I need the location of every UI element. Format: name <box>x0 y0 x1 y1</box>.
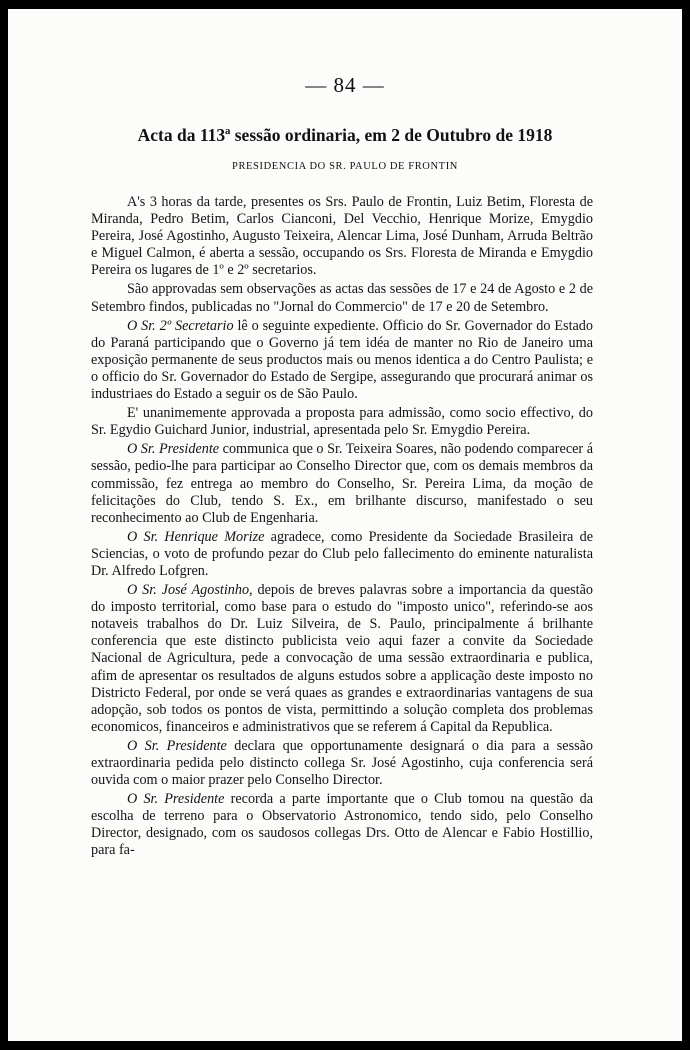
paragraph-text: declara que opportunamente designará o dia para a sessão extraordinaria pedida pelo distincto collega Sr. José Agostinho, cuja conferencia será ouvida com o maior prazer pelo Conselho Director. <box>91 737 593 789</box>
page-number: — 84 — <box>305 73 385 97</box>
paragraph-text: lê o seguinte expediente. Officio do Sr. Governador do Estado do Paraná participando que o Governo já tem idéa de manter no Rio de Janeiro uma exposição permanente de seus productos mais ou menos identica a do Centro Paulista; e o officio do Sr. Governador do Estado de Sergipe, assegurando que procurará animar os industriaes do Estado a seguir os de São Paulo. <box>91 317 593 403</box>
paragraph-text: São approvadas sem observações as actas das sessões de 17 e 24 de Agosto e 2 de Setembro findos, publicadas no "Jornal do Commercio" de 17 e 20 de Setembro. <box>91 281 593 315</box>
paragraph <box>91 582 593 736</box>
paragraph <box>91 529 593 580</box>
paragraph-text: E' unanimemente approvada a proposta para admissão, como socio effectivo, do Sr. Egydio Guichard Junior, industrial, apresentada pelo Sr. Emygdio Pereira. <box>91 405 593 439</box>
paragraph-text: recorda a parte importante que o Club tomou na questão da escolha de terreno para o Observatorio Astronomico, tendo sido, pelo Conselho Director, designado, com os saudosos collegas Drs. Otto de Alencar e Fabio Hostillio, para fa- <box>91 791 593 859</box>
paragraph <box>91 281 593 315</box>
paragraph <box>91 738 593 789</box>
document-title: Acta da 113ª sessão ordinaria, em 2 de Outubro de 1918 <box>137 125 553 145</box>
speaker-name: O Sr. Presidente <box>127 737 227 754</box>
paragraph <box>91 318 593 403</box>
paragraph-text: agradece, como Presidente da Sociedade Brasileira de Sciencias, o voto de profundo pezar do Club pelo fallecimento do eminente naturalista Dr. Alfredo Lofgren. <box>91 528 593 579</box>
paragraph <box>91 405 593 439</box>
minutes-body <box>91 194 593 862</box>
document-page <box>8 9 682 1041</box>
paragraph-text: communica que o Sr. Teixeira Soares, não podendo comparecer á sessão, pedio-lhe para participar ao Conselho Director que, com os demais membros da commissão, fez entrega ao membro do Conselho, Sr. Pereira Lima, da moção de felicitações do Club, tendo S. Ex., em brilhante discurso, manifestado o seu reconhecimento ao Club de Engenharia. <box>91 441 593 526</box>
paragraph-text: A's 3 horas da tarde, presentes os Srs. Paulo de Frontin, Luiz Betim, Floresta de Miranda, Pedro Betim, Carlos Cianconi, Del Vecchio, Henrique Morize, Emygdio Pereira, José Agostinho, Augusto Teixeira, Alencar Lima, José Dunham, Arruda Beltrão e Miguel Calmon, é aberta a sessão, occupando os Srs. Floresta de Miranda e Emygdio Pereira os lugares de 1º e 2º secretarios. <box>91 194 593 279</box>
speaker-name: O Sr. 2º Secretario <box>127 317 234 334</box>
speaker-name: O Sr. Presidente <box>127 791 225 808</box>
paragraph-text: depois de breves palavras sobre a importancia da questão do imposto territorial, como base para o estudo do "imposto unico", referindo-se aos notaveis trabalhos do Dr. Luiz Silveira, de S. Paulo, principalmente á brilhante conferencia que este distincto publicista veio aqui fazer a convite da Sociedade Nacional de Agricultura, pede a convocação de uma sessão extraordinaria e publica, afim de apresentar os resultados de alguns estudos sobre a applicação deste imposto no Districto Federal, por onde se verá quaes as grandes e extraordinarias vantagens de sua adopção, sob todos os pontos de vista, permittindo a solução completa dos problemas economicos, financeiros e administrativos que se referem á Capital da Republica. <box>91 582 593 735</box>
speaker-name: O Sr. Presidente <box>127 441 220 458</box>
speaker-name: O Sr. Henrique Morize <box>127 528 265 545</box>
presidency-subtitle: PRESIDENCIA DO SR. PAULO DE FRONTIN <box>232 161 458 172</box>
paragraph <box>91 791 593 859</box>
paragraph <box>91 441 593 526</box>
speaker-name: O Sr. José Agostinho, <box>127 582 253 599</box>
paragraph <box>91 194 593 279</box>
